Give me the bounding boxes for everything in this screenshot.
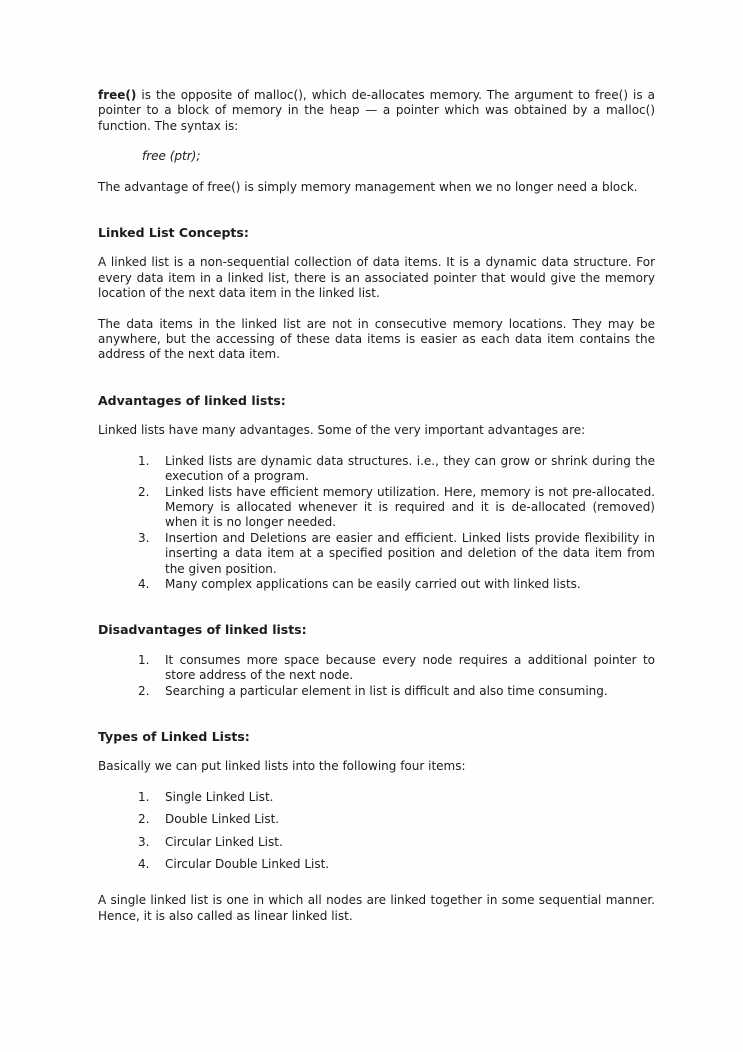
disadvantages-list-item <box>98 684 655 699</box>
advantages-list-item <box>98 454 655 485</box>
free-syntax-code: free (ptr); <box>142 149 201 164</box>
list-number: 1. <box>138 652 150 667</box>
free-intro-paragraph <box>98 88 655 134</box>
single-list-outro-paragraph: A single linked list is one in which all nodes are linked together in some sequential manner. Hence, it is also called as linear linked list. <box>98 893 655 923</box>
advantages-list <box>98 454 655 593</box>
list-number: 1. <box>138 789 150 804</box>
list-number: 4. <box>138 857 150 871</box>
advantages-list-item <box>98 531 655 577</box>
list-item-text: Linked lists are dynamic data structures. i.e., they can grow or shrink during the execution of a program. <box>165 453 655 484</box>
concepts-heading: Linked List Concepts: <box>98 225 249 241</box>
concepts-paragraph-2: The data items in the linked list are not in consecutive memory locations. They may be anywhere, but the accessing of these data items is easier as each data item contains the address of the next data item. <box>98 316 655 362</box>
disadvantages-heading: Disadvantages of linked lists: <box>98 622 307 638</box>
types-heading: Types of Linked Lists: <box>98 728 250 744</box>
list-item-text: It consumes more space because every node requires a additional pointer to store address of the next node. <box>165 652 655 683</box>
list-number: 2. <box>138 812 150 827</box>
types-intro-paragraph: Basically we can put linked lists into the following four items: <box>98 759 466 774</box>
concepts-paragraph-1: A linked list is a non-sequential collection of data items. It is a dynamic data structure. For every data item in a linked list, there is an associated pointer that would give the memory location of the next data item in the linked list. <box>98 255 655 301</box>
types-list-item <box>98 835 655 850</box>
list-item-text: Many complex applications can be easily carried out with linked lists. <box>165 576 581 591</box>
list-number: 3. <box>138 834 150 849</box>
advantages-heading: Advantages of linked lists: <box>98 392 286 408</box>
free-intro-text: is the opposite of malloc(), which de-allocates memory. The argument to free() is a pointer to a block of memory in the heap — a pointer which was obtained by a malloc() function. The syntax is: <box>98 88 655 133</box>
list-number: 2. <box>138 484 150 499</box>
types-list-item <box>98 812 655 827</box>
advantages-list-item <box>98 485 655 531</box>
list-item-text: Circular Linked List. <box>165 834 283 849</box>
advantages-intro-paragraph: Linked lists have many advantages. Some of the very important advantages are: <box>98 423 586 438</box>
advantages-list-item <box>98 577 655 592</box>
disadvantages-list-item <box>98 653 655 684</box>
list-item-text: Linked lists have efficient memory utilization. Here, memory is not pre-allocated. Memory is allocated whenever it is required and it is de-allocated (removed) when it is no longer needed. <box>165 484 655 530</box>
list-number: 3. <box>138 530 150 545</box>
free-term: free() <box>98 88 137 102</box>
list-item-text: Insertion and Deletions are easier and efficient. Linked lists provide flexibility in inserting a data item at a specified position and deletion of the data item from the given position. <box>165 530 655 576</box>
list-number: 2. <box>138 683 150 698</box>
types-list-item <box>98 857 655 872</box>
types-list <box>98 790 655 873</box>
free-advantage-paragraph: The advantage of free() is simply memory management when we no longer need a block. <box>98 179 638 194</box>
types-list-item <box>98 790 655 805</box>
list-item-text: Searching a particular element in list is difficult and also time consuming. <box>165 683 608 698</box>
list-item-text: Circular Double Linked List. <box>165 857 330 871</box>
list-item-text: Double Linked List. <box>165 812 280 827</box>
list-number: 4. <box>138 576 150 591</box>
disadvantages-list <box>98 653 655 699</box>
list-number: 1. <box>138 453 150 468</box>
list-item-text: Single Linked List. <box>165 789 274 804</box>
